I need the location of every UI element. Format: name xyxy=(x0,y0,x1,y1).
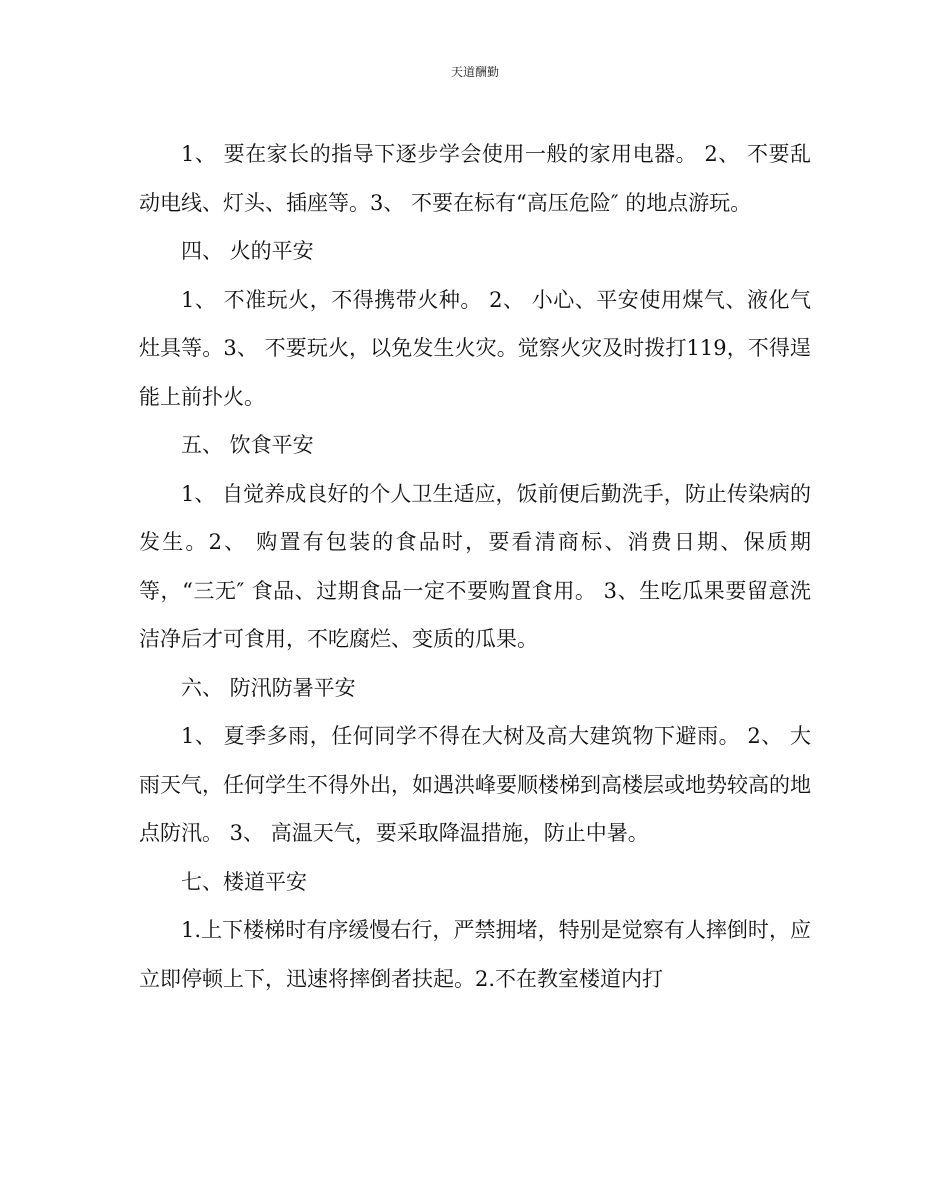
heading-fire-safety: 四、 火的平安 xyxy=(181,239,314,263)
paragraph-electric-safety: 1、 要在家长的指导下逐步学会使用一般的家用电器。 2、 不要乱动电线、灯头、插座等。3、 不要在标有“高压危险″ 的地点游玩。 xyxy=(139,142,811,215)
heading-food-safety: 五、 饮食平安 xyxy=(181,433,314,457)
paragraph-food-safety: 1、 自觉养成良好的个人卫生适应，饭前便后勤洗手，防止传染病的发生。2、 购置有包装的食品时，要看清商标、消费日期、保质期等，“三无″ 食品、过期食品一定不要购置食用。 3、生吃瓜果要留意洗洁净后才可食用，不吃腐烂、变质的瓜果。 xyxy=(139,481,811,651)
document-body xyxy=(139,130,811,1003)
paragraph-fire-safety: 1、 不准玩火，不得携带火种。 2、 小心、平安使用煤气、液化气灶具等。3、 不要玩火，以免发生火灾。觉察火灾及时拨打119，不得逞能上前扑火。 xyxy=(139,287,811,409)
paragraph-corridor-safety: 1.上下楼梯时有序缓慢右行，严禁拥堵，特别是觉察有人摔倒时，应立即停顿上下，迅速将摔倒者扶起。2.不在教室楼道内打 xyxy=(139,918,811,991)
page-header: 天道酬勤 xyxy=(450,65,499,79)
heading-corridor-safety: 七、楼道平安 xyxy=(181,869,307,894)
paragraph-flood-heat-safety: 1、 夏季多雨，任何同学不得在大树及高大建筑物下避雨。 2、 大雨天气，任何学生不得外出，如遇洪峰要顺楼梯到高楼层或地势较高的地点防汛。 3、 高温天气，要采取降温措施，防止中暑。 xyxy=(139,724,811,845)
heading-flood-heat-safety: 六、 防汛防暑平安 xyxy=(181,675,356,700)
